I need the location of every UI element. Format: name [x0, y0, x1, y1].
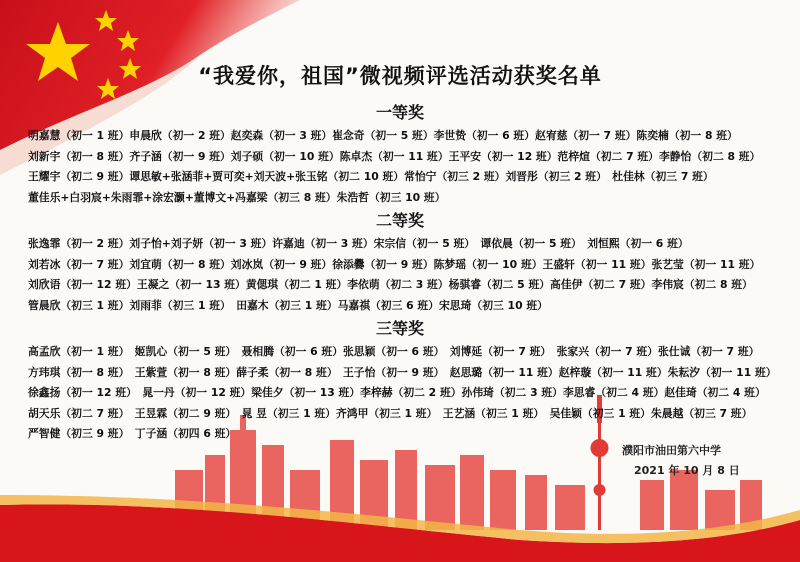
list-item: 明嘉慧（初一 1 班）申晨欣（初一 2 班）赵奕森（初一 3 班）崔念奇（初一 5 班）李世贽（初一 6 班）赵宥慈（初一 7 班）陈奕楠（初一 8 班）: [28, 129, 738, 142]
list-item: 刘欣语（初一 12 班）王凝之（初一 13 班）黄偲琪（初二 1 班）李依萌（初二 3 班）杨骐睿（初二 5 班）高佳伊（初二 7 班）李伟宸（初二 8 班）: [28, 278, 753, 291]
third-prize-heading: 三等奖: [375, 319, 424, 338]
list-item: 高孟欣（初一 1 班） 姬凯心（初一 5 班） 聂相腾（初一 6 班）张思颖（初一 6 班） 刘博延（初一 7 班） 张家兴（初一 7 班）张仕诚（初一 7 班）: [28, 345, 760, 358]
second-prize-list: [28, 234, 788, 316]
list-item: 张逸霏（初一 2 班）刘子怡+刘子妍（初一 3 班）许嘉迪（初一 3 班）宋宗信（初一 5 班） 谭依晨（初一 5 班） 刘恒熙（初一 6 班）: [28, 237, 689, 250]
list-item: 严智健（初三 9 班） 丁子涵（初四 6 班）: [28, 427, 237, 440]
list-item: 刘新宇（初一 8 班）齐子涵（初一 9 班）刘子硕（初一 10 班）陈卓杰（初一 11 班）王平安（初一 12 班）范梓煊（初二 7 班）李静怡（初二 8 班）: [28, 149, 761, 163]
second-prize-heading: 二等奖: [375, 211, 424, 230]
first-prize-list: [28, 126, 788, 208]
list-item: 董佳乐+白羽宸+朱雨霏+涂宏灏+董博文+冯嘉梁（初三 8 班）朱浩哲（初三 10 班）: [28, 190, 446, 204]
issue-date: 2021 年 10 月 8 日: [634, 464, 740, 477]
list-item: 刘若冰（初一 7 班）刘宜萌（初一 8 班）刘冰岚（初一 9 班）徐添爨（初一 9 班）陈梦瑶（初一 10 班）王盛轩（初一 11 班）张艺莹（初一 11 班）: [28, 257, 761, 271]
list-item: 方玮琪（初一 8 班） 王紫萱（初一 8 班）薛子柔（初一 8 班） 王子怡（初一 9 班） 赵思璐（初一 11 班）赵梓璇（初一 11 班）朱耘汐（初一 11 班）: [28, 365, 777, 379]
page-title: “我爱你，祖国”微视频评选活动获奖名单: [198, 64, 602, 88]
first-prize-heading: 一等奖: [375, 103, 424, 122]
school-name: 濮阳市油田第六中学: [622, 444, 721, 457]
list-item: 管晨欣（初三 1 班）刘雨菲（初三 1 班） 田嘉木（初三 1 班）马嘉祺（初三 6 班）宋思琦（初三 10 班）: [28, 298, 548, 312]
list-item: 王耀宇（初二 9 班）谭思敏+张涵菲+贾可奕+刘天波+张玉铭（初二 10 班）常怡宁（初三 2 班）刘晋彤（初三 2 班） 杜佳林（初三 7 班）: [28, 170, 714, 183]
list-item: 徐鑫扬（初一 12 班） 晁一丹（初一 12 班）梁佳夕（初一 13 班）李梓赫（初二 2 班）孙伟琦（初二 3 班）李思睿（初二 4 班）赵佳琦（初二 4 班）: [28, 386, 766, 399]
third-prize-list: [28, 342, 788, 445]
list-item: 胡天乐（初二 7 班） 王昱霖（初二 9 班） 晁 昱（初三 1 班）齐鸿甲（初三 1 班） 王艺涵（初三 1 班） 吴佳颖（初三 1 班）朱晨越（初三 7 班）: [28, 406, 753, 420]
